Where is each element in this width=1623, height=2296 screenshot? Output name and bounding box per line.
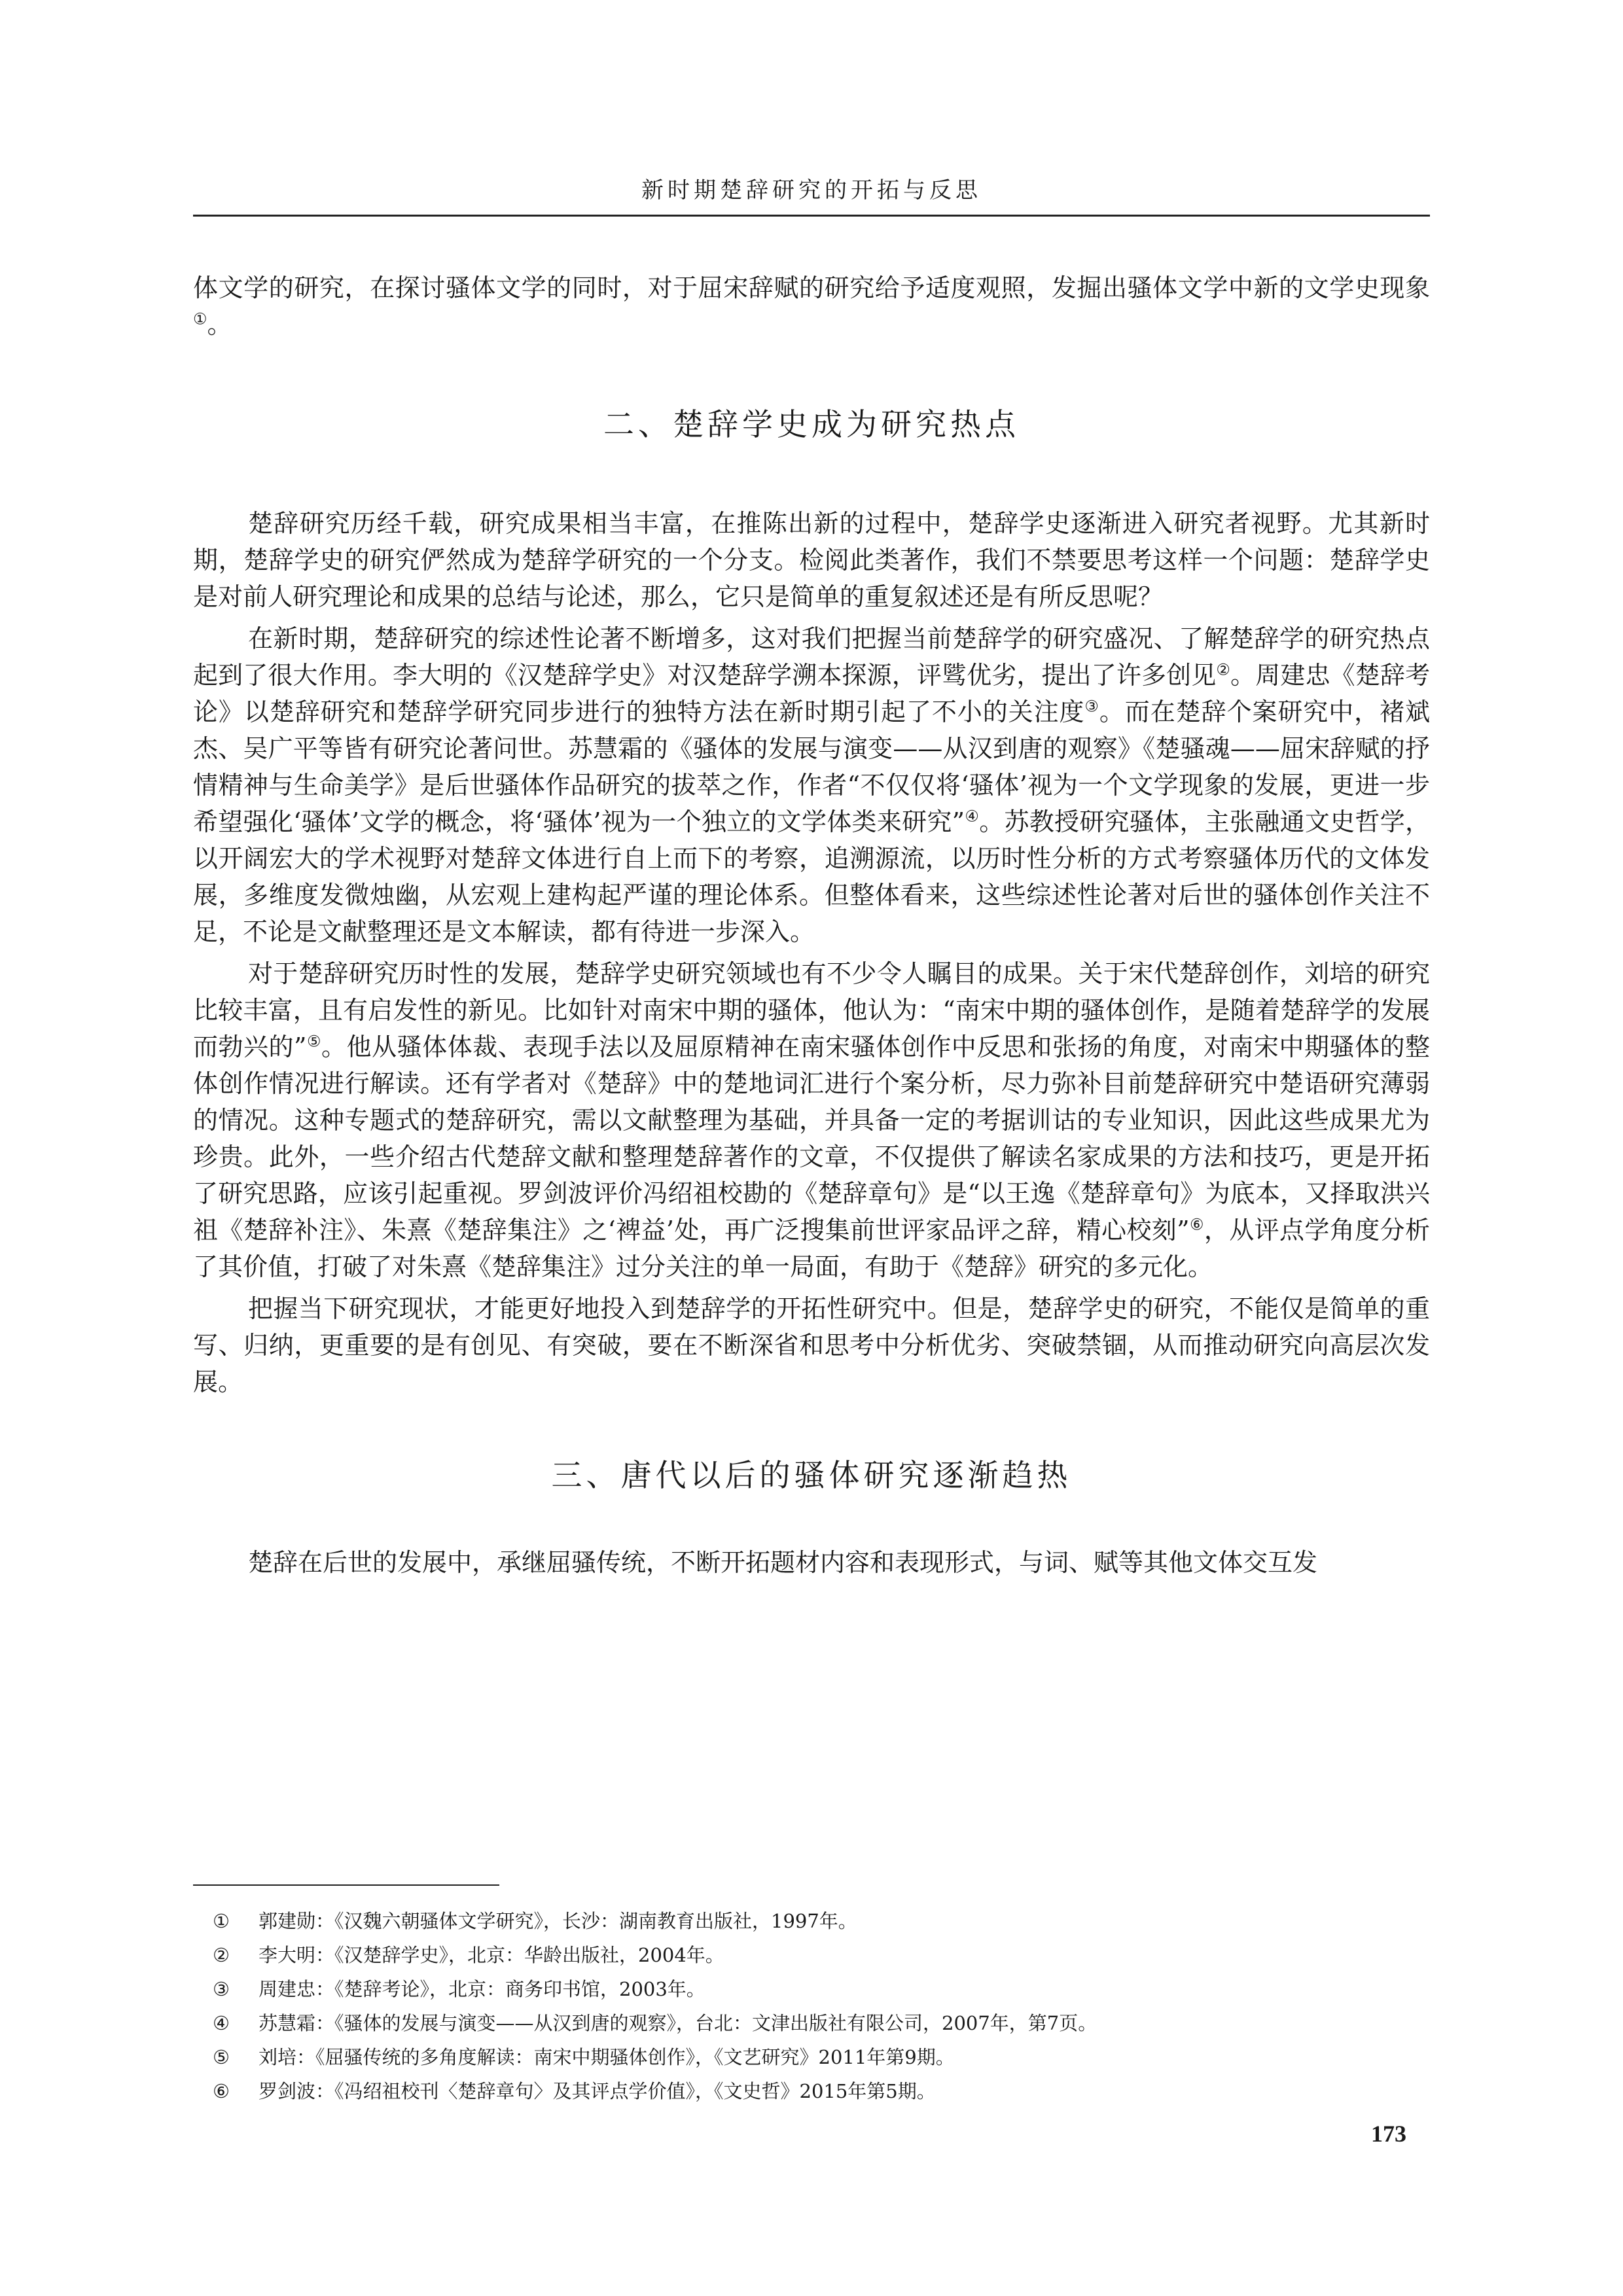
body-text: [193, 270, 1430, 1586]
page: [193, 0, 1430, 2296]
footnote-text: 苏慧霜：《骚体的发展与演变——从汉到唐的观察》，台北：文津出版社有限公司，2007年，第7页。: [259, 2012, 1097, 2034]
footnote-mark: ④: [213, 2012, 230, 2034]
footnote-text: 郭建勋：《汉魏六朝骚体文学研究》，长沙：湖南教育出版社，1997年。: [259, 1910, 857, 1932]
footnote-mark: ①: [213, 1910, 230, 1932]
footnote-text: 周建忠：《楚辞考论》，北京：商务印书馆，2003年。: [259, 1978, 705, 2000]
footnote-ref[interactable]: ①: [193, 309, 207, 328]
footnote-text: 罗剑波：《冯绍祖校刊〈楚辞章句〉及其评点学价值》，《文史哲》2015年第5期。: [259, 2080, 936, 2102]
footnote-ref[interactable]: ⑥: [1189, 1215, 1204, 1234]
header-rule: [193, 215, 1430, 217]
footnote-text: 刘培：《屈骚传统的多角度解读：南宋中期骚体创作》，《文艺研究》2011年第9期。: [259, 2046, 955, 2068]
footnote-ref[interactable]: ②: [1216, 660, 1231, 679]
footnotes: [213, 1904, 1430, 2108]
footnote-mark: ⑥: [213, 2080, 230, 2102]
footnote-text: 李大明：《汉楚辞学史》，北京：华龄出版社，2004年。: [259, 1944, 724, 1966]
footnote: [213, 2006, 1430, 2040]
footnote: [213, 2040, 1430, 2074]
footnote: [213, 1904, 1430, 1938]
footnote-mark: ③: [213, 1978, 230, 2000]
footnote-ref[interactable]: ③: [1084, 697, 1099, 716]
section-heading-2: 二、楚辞学史成为研究热点: [603, 407, 1020, 443]
paragraph: 体文学的研究，在探讨骚体文学的同时，对于屈宋辞赋的研究给予适度观照，发掘出骚体文学中新的文学史现象①。: [193, 274, 1430, 339]
footnote: [213, 1972, 1430, 2006]
footnote-rule: [193, 1884, 499, 1886]
paragraph: 在新时期，楚辞研究的综述性论著不断增多，这对我们把握当前楚辞学的研究盛况、了解楚辞学的研究热点起到了很大作用。李大明的《汉楚辞学史》对汉楚辞学溯本探源，评骘优劣，提出了许多创见②。周建忠《楚辞考论》以楚辞研究和楚辞学研究同步进行的独特方法在新时期引起了不小的关注度③。而在楚辞个案研究中，褚斌杰、吴广平等皆有研究论著问世。苏慧霜的《骚体的发展与演变——从汉到唐的观察》《楚骚魂——屈宋辞赋的抒情精神与生命美学》是后世骚体作品研究的拔萃之作，作者“不仅仅将‘骚体’视为一个文学现象的发展，更进一步希望强化‘骚体’文学的概念，将‘骚体’视为一个独立的文学体类来研究”④。苏教授研究骚体，主张融通文史哲学，以开阔宏大的学术视野对楚辞文体进行自上而下的考察，追溯源流，以历时性分析的方式考察骚体历代的文体发展，多维度发微烛幽，从宏观上建构起严谨的理论体系。但整体看来，这些综述性论著对后世的骚体创作关注不足，不论是文献整理还是文本解读，都有待进一步深入。: [193, 624, 1431, 946]
footnote-ref[interactable]: ④: [965, 807, 980, 826]
footnote-mark: ②: [213, 1944, 230, 1966]
footnote: [213, 2074, 1430, 2108]
paragraph: 把握当下研究现状，才能更好地投入到楚辞学的开拓性研究中。但是，楚辞学史的研究，不能仅是简单的重写、归纳，更重要的是有创见、有突破，要在不断深省和思考中分析优劣、突破禁锢，从而推动研究向高层次发展。: [193, 1294, 1430, 1396]
running-head: 新时期楚辞研究的开拓与反思: [641, 177, 982, 203]
footnote-mark: ⑤: [213, 2046, 230, 2068]
section-heading-3: 三、唐代以后的骚体研究逐渐趋热: [551, 1458, 1072, 1494]
page-number: 173: [1371, 2121, 1406, 2147]
footnote: [213, 1938, 1430, 1972]
paragraph: 楚辞研究历经千载，研究成果相当丰富，在推陈出新的过程中，楚辞学史逐渐进入研究者视野。尤其新时期，楚辞学史的研究俨然成为楚辞学研究的一个分支。检阅此类著作，我们不禁要思考这样一个问题：楚辞学史是对前人研究理论和成果的总结与论述，那么，它只是简单的重复叙述还是有所反思呢？: [193, 509, 1430, 611]
paragraph: 楚辞在后世的发展中，承继屈骚传统，不断开拓题材内容和表现形式，与词、赋等其他文体交互发: [248, 1548, 1318, 1577]
paragraph: 对于楚辞研究历时性的发展，楚辞学史研究领域也有不少令人瞩目的成果。关于宋代楚辞创作，刘培的研究比较丰富，且有启发性的新见。比如针对南宋中期的骚体，他认为：“南宋中期的骚体创作，是随着楚辞学的发展而勃兴的”⑤。他从骚体体裁、表现手法以及屈原精神在南宋骚体创作中反思和张扬的角度，对南宋中期骚体的整体创作情况进行解读。还有学者对《楚辞》中的楚地词汇进行个案分析，尽力弥补目前楚辞研究中楚语研究薄弱的情况。这种专题式的楚辞研究，需以文献整理为基础，并具备一定的考据训诂的专业知识，因此这些成果尤为珍贵。此外，一些介绍古代楚辞文献和整理楚辞著作的文章，不仅提供了解读名家成果的方法和技巧，更是开拓了研究思路，应该引起重视。罗剑波评价冯绍祖校勘的《楚辞章句》是“以王逸《楚辞章句》为底本，又择取洪兴祖《楚辞补注》、朱熹《楚辞集注》之‘裨益’处，再广泛搜集前世评家品评之辞，精心校刻”⑥，从评点学角度分析了其价值，打破了对朱熹《楚辞集注》过分关注的单一局面，有助于《楚辞》研究的多元化。: [193, 959, 1431, 1281]
footnote-ref[interactable]: ⑤: [306, 1032, 322, 1051]
